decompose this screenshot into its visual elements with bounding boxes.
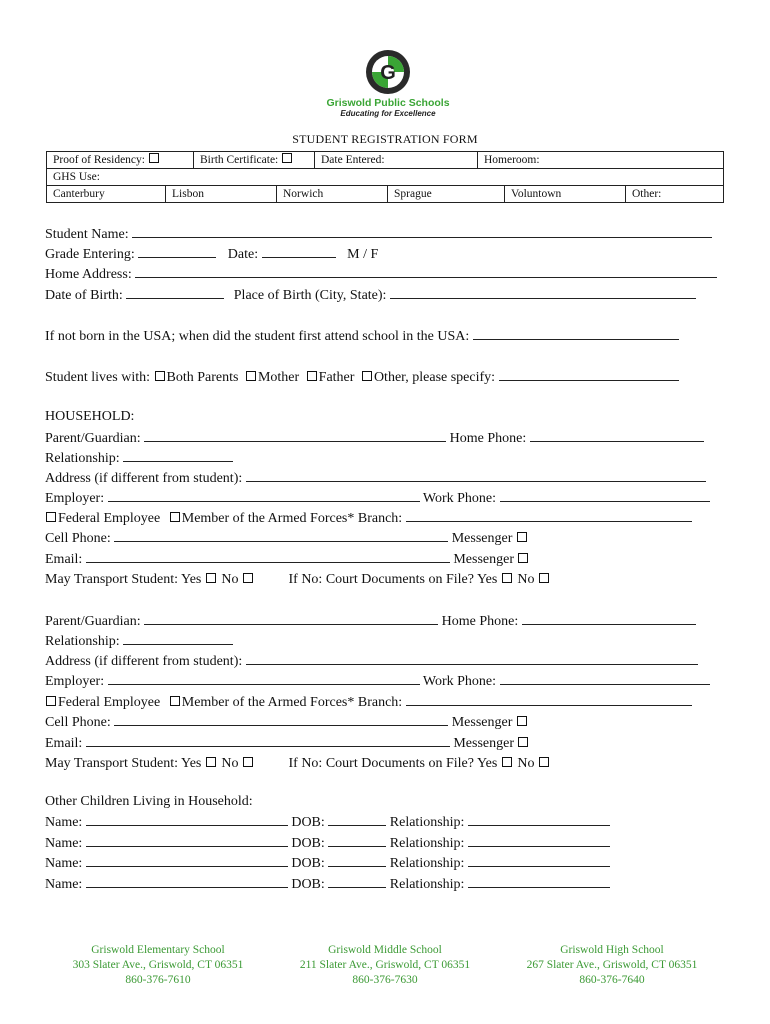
- guardian2-cell-row: Cell Phone: Messenger: [45, 713, 529, 731]
- guardian2-federal-row: Federal Employee Member of the Armed Forces* Branch:: [45, 693, 692, 711]
- town-sprague[interactable]: Sprague: [388, 186, 505, 203]
- usa-field[interactable]: [473, 327, 679, 340]
- proof-of-residency-cell[interactable]: Proof of Residency:: [47, 152, 194, 169]
- child3-relationship-field[interactable]: [468, 854, 610, 867]
- child1-relationship-field[interactable]: [468, 813, 610, 826]
- guardian1-transport-yes-checkbox[interactable]: [206, 573, 216, 583]
- guardian2-employer-row: Employer: Work Phone:: [45, 672, 710, 690]
- town-canterbury[interactable]: Canterbury: [47, 186, 166, 203]
- guardian1-address-row: Address (if different from student):: [45, 469, 706, 487]
- guardian1-employer-row: Employer: Work Phone:: [45, 489, 710, 507]
- grade-field[interactable]: [138, 245, 216, 258]
- date-label: Date:: [227, 247, 259, 262]
- student-name-row: [45, 225, 712, 243]
- logo-tagline: Educating for Excellence: [340, 109, 436, 118]
- guardian2-relationship-row: Relationship:: [45, 632, 233, 650]
- school-address: 211 Slater Ave., Griswold, CT 06351: [299, 959, 471, 971]
- child-row: Name: DOB: Relationship:: [45, 834, 610, 852]
- other-specify-field[interactable]: [499, 368, 679, 381]
- guardian1-email-row: Email: Messenger: [45, 550, 530, 568]
- guardian1-email-messenger-checkbox[interactable]: [518, 553, 528, 563]
- guardian2-row: Parent/Guardian: Home Phone:: [45, 612, 696, 630]
- guardian1-email-field[interactable]: [86, 550, 450, 563]
- guardian2-federal-checkbox[interactable]: [46, 696, 56, 706]
- griswold-logo-icon: [364, 48, 412, 96]
- school-phone: 860-376-7630: [352, 974, 418, 986]
- grade-row: [45, 245, 378, 263]
- guardian1-cell-row: Cell Phone: Messenger: [45, 529, 529, 547]
- home-address-field[interactable]: [135, 265, 717, 278]
- guardian2-email-row: Email: Messenger: [45, 734, 530, 752]
- guardian2-home-phone-field[interactable]: [522, 612, 696, 625]
- home-address-label: Home Address:: [45, 267, 132, 282]
- child3-name-field[interactable]: [86, 854, 288, 867]
- pob-label: Place of Birth (City, State):: [233, 288, 387, 303]
- child2-name-field[interactable]: [86, 834, 288, 847]
- other-children-heading: Other Children Living in Household:: [45, 794, 253, 809]
- guardian2-court-no-checkbox[interactable]: [539, 757, 549, 767]
- guardian1-work-phone-field[interactable]: [500, 489, 710, 502]
- guardian1-transport-row: May Transport Student: Yes No If No: Court Documents on File? Yes No: [45, 571, 551, 588]
- child1-name-field[interactable]: [86, 813, 288, 826]
- school-address: 303 Slater Ave., Griswold, CT 06351: [72, 959, 244, 971]
- form-title: STUDENT REGISTRATION FORM: [292, 132, 478, 146]
- usa-label: If not born in the USA; when did the student first attend school in the USA:: [45, 329, 470, 344]
- school-phone: 860-376-7640: [579, 974, 645, 986]
- homeroom-cell[interactable]: Homeroom:: [478, 152, 724, 169]
- logo-name: Griswold Public Schools: [326, 97, 450, 109]
- school-name: Griswold High School: [560, 944, 664, 956]
- guardian2-address-field[interactable]: [246, 652, 698, 665]
- footer-elementary: [38, 943, 278, 988]
- birth-certificate-cell[interactable]: Birth Certificate:: [194, 152, 315, 169]
- sex-option[interactable]: M / F: [347, 247, 379, 262]
- guardian2-transport-row: May Transport Student: Yes No If No: Court Documents on File? Yes No: [45, 755, 551, 772]
- guardian2-court-yes-checkbox[interactable]: [502, 757, 512, 767]
- birth-cert-checkbox: [282, 153, 292, 163]
- town-lisbon[interactable]: Lisbon: [166, 186, 277, 203]
- date-field[interactable]: [262, 245, 336, 258]
- father-checkbox[interactable]: [307, 371, 317, 381]
- school-phone: 860-376-7610: [125, 974, 191, 986]
- mother-checkbox[interactable]: [246, 371, 256, 381]
- school-address: 267 Slater Ave., Griswold, CT 06351: [526, 959, 698, 971]
- guardian2-cell-messenger-checkbox[interactable]: [517, 716, 527, 726]
- ghs-use-table: [46, 151, 724, 185]
- guardian1-court-no-checkbox[interactable]: [539, 573, 549, 583]
- guardian2-transport-yes-checkbox[interactable]: [206, 757, 216, 767]
- guardian2-employer-field[interactable]: [108, 672, 420, 685]
- guardian1-court-yes-checkbox[interactable]: [502, 573, 512, 583]
- guardian1-armed-checkbox[interactable]: [170, 512, 180, 522]
- guardian1-cell-field[interactable]: [114, 529, 448, 542]
- child-row: Name: DOB: Relationship:: [45, 875, 610, 893]
- guardian2-email-field[interactable]: [86, 734, 450, 747]
- guardian1-branch-field[interactable]: [406, 509, 692, 522]
- town-norwich[interactable]: Norwich: [277, 186, 388, 203]
- dob-label: Date of Birth:: [45, 288, 123, 303]
- child4-name-field[interactable]: [86, 875, 288, 888]
- school-name: Griswold Middle School: [328, 944, 442, 956]
- guardian1-federal-checkbox[interactable]: [46, 512, 56, 522]
- guardian1-relationship-field[interactable]: [123, 449, 233, 462]
- child1-dob-field[interactable]: [328, 813, 386, 826]
- guardian2-name-field[interactable]: [144, 612, 438, 625]
- guardian2-cell-field[interactable]: [114, 713, 448, 726]
- child4-relationship-field[interactable]: [468, 875, 610, 888]
- other-checkbox[interactable]: [362, 371, 372, 381]
- guardian2-relationship-field[interactable]: [123, 632, 233, 645]
- footer-high: [492, 943, 732, 988]
- guardian1-cell-messenger-checkbox[interactable]: [517, 532, 527, 542]
- ghs-use-label: GHS Use:: [47, 169, 724, 186]
- dob-field[interactable]: [126, 286, 224, 299]
- child4-dob-field[interactable]: [328, 875, 386, 888]
- child2-relationship-field[interactable]: [468, 834, 610, 847]
- guardian2-transport-no-checkbox[interactable]: [243, 757, 253, 767]
- town-other[interactable]: Other:: [626, 186, 724, 203]
- home-address-row: [45, 265, 717, 283]
- student-name-label: Student Name:: [45, 227, 129, 242]
- guardian2-branch-field[interactable]: [406, 693, 692, 706]
- guardian2-address-row: Address (if different from student):: [45, 652, 698, 670]
- household-heading: HOUSEHOLD:: [45, 409, 135, 424]
- guardian1-federal-row: Federal Employee Member of the Armed Forces* Branch:: [45, 509, 692, 527]
- guardian2-email-messenger-checkbox[interactable]: [518, 737, 528, 747]
- guardian2-armed-checkbox[interactable]: [170, 696, 180, 706]
- guardian1-address-field[interactable]: [246, 469, 706, 482]
- lives-with-row: Student lives with: Both Parents Mother Father Other, please specify:: [45, 368, 679, 386]
- guardian1-employer-field[interactable]: [108, 489, 420, 502]
- child3-dob-field[interactable]: [328, 854, 386, 867]
- child-row: Name: DOB: Relationship:: [45, 813, 610, 831]
- guardian1-row: Parent/Guardian: Home Phone:: [45, 429, 704, 447]
- town-table: [46, 185, 724, 203]
- pob-field[interactable]: [390, 286, 696, 299]
- guardian1-relationship-row: Relationship:: [45, 449, 233, 467]
- both-parents-checkbox[interactable]: [155, 371, 165, 381]
- student-name-field[interactable]: [132, 225, 712, 238]
- child-row: Name: DOB: Relationship:: [45, 854, 610, 872]
- dob-row: [45, 286, 696, 304]
- date-entered-cell[interactable]: Date Entered:: [315, 152, 478, 169]
- guardian1-name-field[interactable]: [144, 429, 446, 442]
- footer-middle: [265, 943, 505, 988]
- school-name: Griswold Elementary School: [91, 944, 225, 956]
- guardian1-home-phone-field[interactable]: [530, 429, 704, 442]
- usa-row: [45, 327, 679, 345]
- guardian1-transport-no-checkbox[interactable]: [243, 573, 253, 583]
- logo-letter: G: [380, 62, 396, 84]
- school-logo: [318, 48, 458, 118]
- town-voluntown[interactable]: Voluntown: [505, 186, 626, 203]
- lives-with-label: Student lives with:: [45, 370, 150, 385]
- guardian2-work-phone-field[interactable]: [500, 672, 710, 685]
- child2-dob-field[interactable]: [328, 834, 386, 847]
- proof-checkbox: [149, 153, 159, 163]
- grade-label: Grade Entering:: [45, 247, 135, 262]
